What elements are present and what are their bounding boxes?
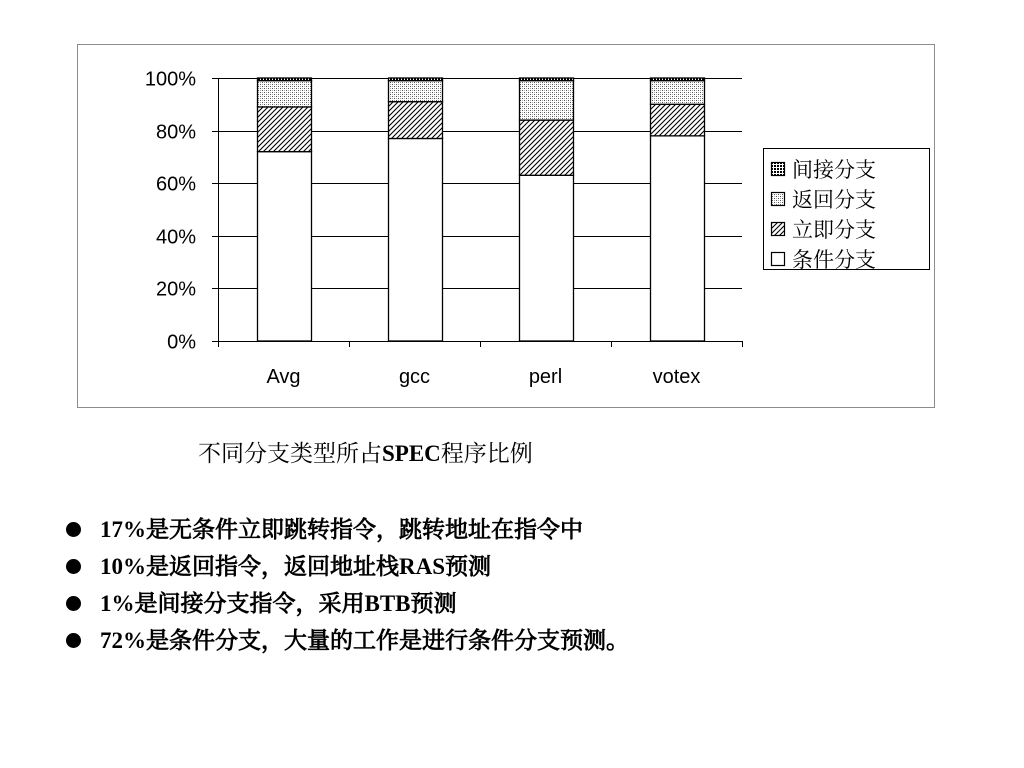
x-tick-label: perl (528, 366, 563, 388)
bullet-item (66, 511, 629, 548)
bar-gcc-segment (389, 138, 443, 341)
bullet-text: 1%是间接分支指令，采用BTB预测 (100, 591, 457, 616)
bar-votex-segment (651, 136, 705, 341)
y-tick-label: 60% (155, 173, 196, 196)
bullet-item (66, 548, 629, 585)
x-tick-label: votex (652, 366, 701, 388)
bullet-icon (66, 633, 81, 648)
legend-swatch (772, 223, 785, 236)
bar-avg-segment (258, 78, 312, 81)
bar-gcc-segment (389, 81, 443, 102)
caption-before: 不同分支类型所占 (198, 441, 382, 466)
bar-perl-segment (520, 78, 574, 81)
bullet-item (66, 585, 629, 622)
bar-votex-segment (651, 104, 705, 136)
y-tick-label: 80% (155, 121, 196, 144)
y-tick-label: 100% (144, 68, 196, 91)
bullet-item (66, 622, 629, 659)
bar-gcc-segment (389, 78, 443, 81)
x-tick-label: gcc (398, 366, 431, 388)
bar-avg-segment (258, 81, 312, 107)
bullet-text: 10%是返回指令，返回地址栈RAS预测 (100, 554, 492, 579)
bullet-icon (66, 522, 81, 537)
legend-swatch (772, 163, 785, 176)
caption-bold: SPEC (382, 441, 441, 466)
x-tick-label: Avg (266, 366, 301, 388)
bar-perl-segment (520, 120, 574, 175)
bar-avg-segment (258, 152, 312, 341)
bars (258, 78, 705, 341)
y-tick-label: 40% (155, 226, 196, 249)
y-tick-label: 0% (167, 331, 196, 354)
bullet-text: 72%是条件分支，大量的工作是进行条件分支预测。 (100, 628, 629, 653)
caption-after: 程序比例 (440, 441, 533, 466)
bar-avg-segment (258, 107, 312, 152)
legend-label: 间接分支 (792, 158, 876, 182)
bar-perl-segment (520, 81, 574, 120)
bar-perl-segment (520, 175, 574, 341)
legend-label: 条件分支 (792, 248, 876, 272)
y-tick-labels (145, 69, 196, 354)
bar-votex-segment (651, 78, 705, 81)
legend-label: 立即分支 (792, 218, 876, 242)
legend (764, 149, 930, 273)
bullet-list (66, 511, 629, 659)
legend-label: 返回分支 (792, 188, 876, 212)
bullet-text: 17%是无条件立即跳转指令，跳转地址在指令中 (100, 517, 583, 542)
bar-votex-segment (651, 81, 705, 105)
legend-swatch (772, 193, 785, 206)
chart-caption (198, 435, 533, 468)
y-tick-label: 20% (155, 278, 196, 301)
bullet-icon (66, 559, 81, 574)
x-tick-labels (266, 366, 700, 388)
bar-gcc-segment (389, 102, 443, 139)
bullet-icon (66, 596, 81, 611)
legend-swatch (772, 253, 785, 266)
